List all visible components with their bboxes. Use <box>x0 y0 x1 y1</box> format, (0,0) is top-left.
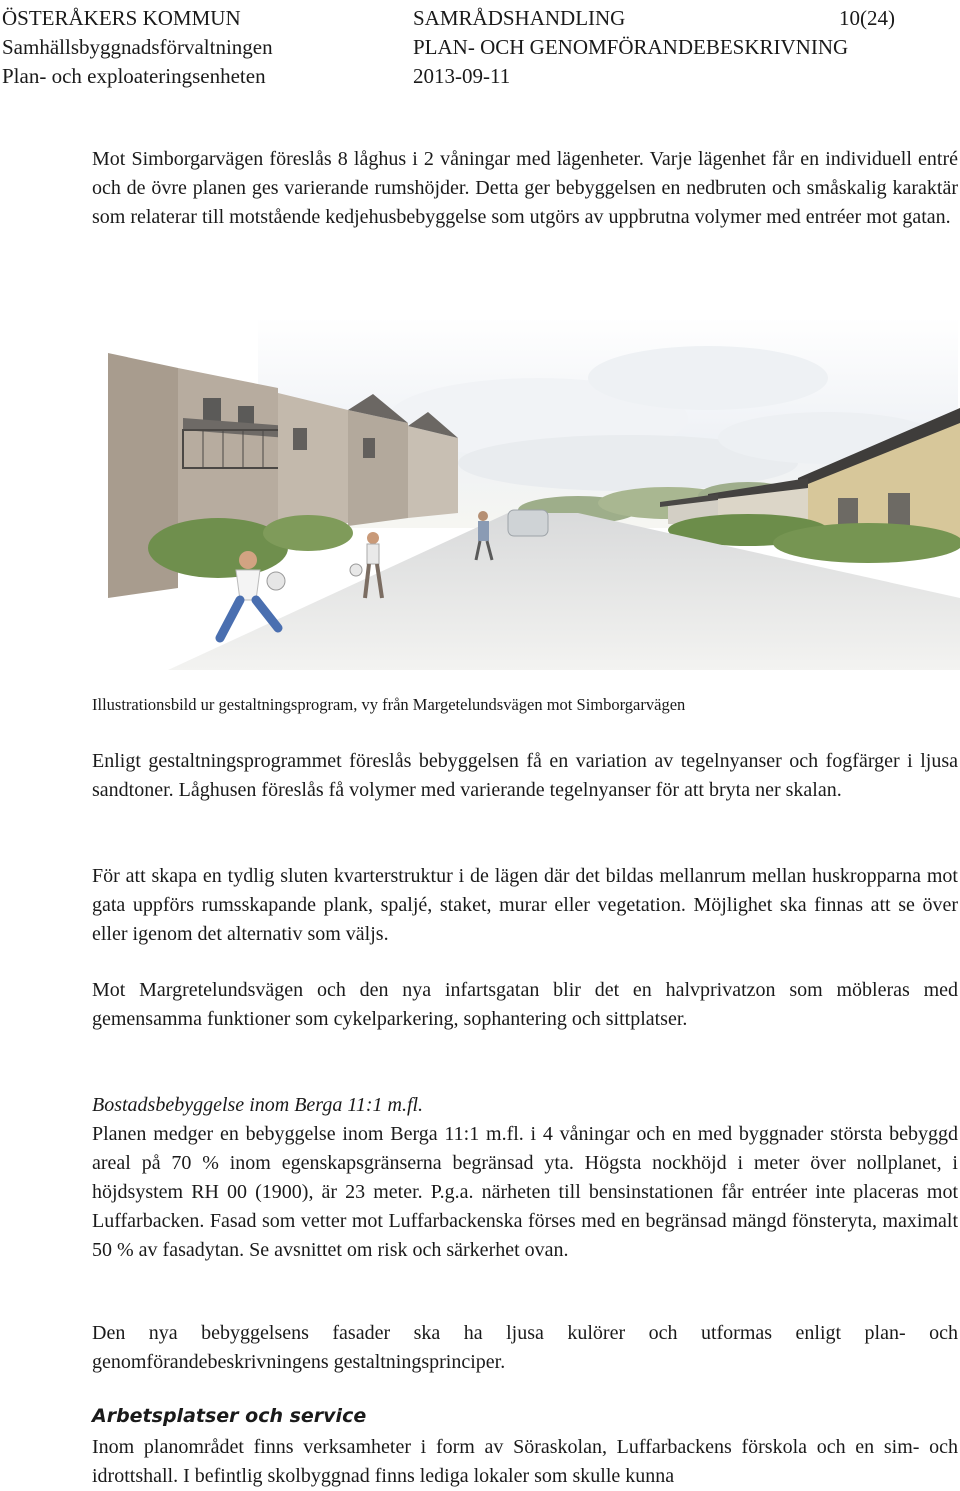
header-middle <box>413 4 848 91</box>
paragraph-facade-colors: Den nya bebyggelsens fasader ska ha ljusa kulörer och utformas enligt plan- och genomförandebeskrivningens gestaltningsprinciper. <box>92 1322 958 1373</box>
paragraph-semiprivate-zone: Mot Margretelundsvägen och den nya infartsgatan blir det en halvprivatzon som möbleras med gemensamma funktioner som cykelparkering, sophantering och sittplatser. <box>92 979 958 1030</box>
paragraph-block-structure: För att skapa en tydlig sluten kvarterstruktur i de lägen där det bildas mellanrum mellan huskropparna mot gata uppförs rumsskapande plank, spaljé, staket, murar eller vegetation. Möjlighet ska finnas att se över eller igenom det alternativ som väljs. <box>92 865 958 945</box>
document-date: 2013-09-11 <box>413 64 511 88</box>
document-type: PLAN- OCH GENOMFÖRANDEBESKRIVNING <box>413 35 849 59</box>
page-number: 10(24) <box>839 6 895 30</box>
header-left <box>2 4 273 91</box>
department-name: Samhällsbyggnadsförvaltningen <box>2 35 273 59</box>
intro-paragraph: Mot Simborgarvägen föreslås 8 låghus i 2 våningar med lägenheter. Varje lägenhet får en individuell entré och de övre planen ges varierande rumshöjder. Detta ger bebyggelsen en nedbruten och småskalig karaktär som relaterar till motstående kedjehusbebyggelse som utgörs av uppbrutna volymer med entréer mot gatan. <box>92 148 958 228</box>
figure-caption: Illustrationsbild ur gestaltningsprogram, vy från Margetelundsvägen mot Simborgarvägen <box>92 695 686 714</box>
street-illustration <box>108 298 960 670</box>
paragraph-workplaces: Inom planområdet finns verksamheter i form av Söraskolan, Luffarbackens förskola och en sim- och idrottshall. I befintlig skolbyggnad finns lediga lokaler som skulle kunna <box>92 1436 958 1487</box>
section-heading-workplaces: Arbetsplatser och service <box>92 1405 367 1427</box>
municipality-name: ÖSTERÅKERS KOMMUN <box>2 6 241 30</box>
subheading-housing: Bostadsbebyggelse inom Berga 11:1 m.fl. <box>92 1094 424 1116</box>
unit-name: Plan- och exploateringsenheten <box>2 64 266 88</box>
paragraph-color-variation: Enligt gestaltningsprogrammet föreslås bebyggelsen få en variation av tegelnyanser och fogfärger i ljusa sandtoner. Låghusen föreslås få volymer med varierande tegelnyanser för att bryta ner skalan. <box>92 750 958 801</box>
document-status: SAMRÅDSHANDLING <box>413 6 626 30</box>
parked-car <box>508 510 548 536</box>
paragraph-housing-rules: Planen medger en bebyggelse inom Berga 11:1 m.fl. i 4 våningar och en med byggnader största bebyggd areal på 70 % inom egenskapsgränserna begränsad yta. Högsta nockhöjd i meter över nollplanet, i höjdsystem RH 00 (1900), är 23 meter. P.g.a. närheten till bensinstationen får entréer inte placeras mot Luffarbacken. Fasad som vetter mot Luffarbackenska förses med en begränsad mängd fönsteryta, maximalt 50 % av fasadytan. Se avsnittet om risk och särkerhet ovan. <box>92 1123 958 1261</box>
